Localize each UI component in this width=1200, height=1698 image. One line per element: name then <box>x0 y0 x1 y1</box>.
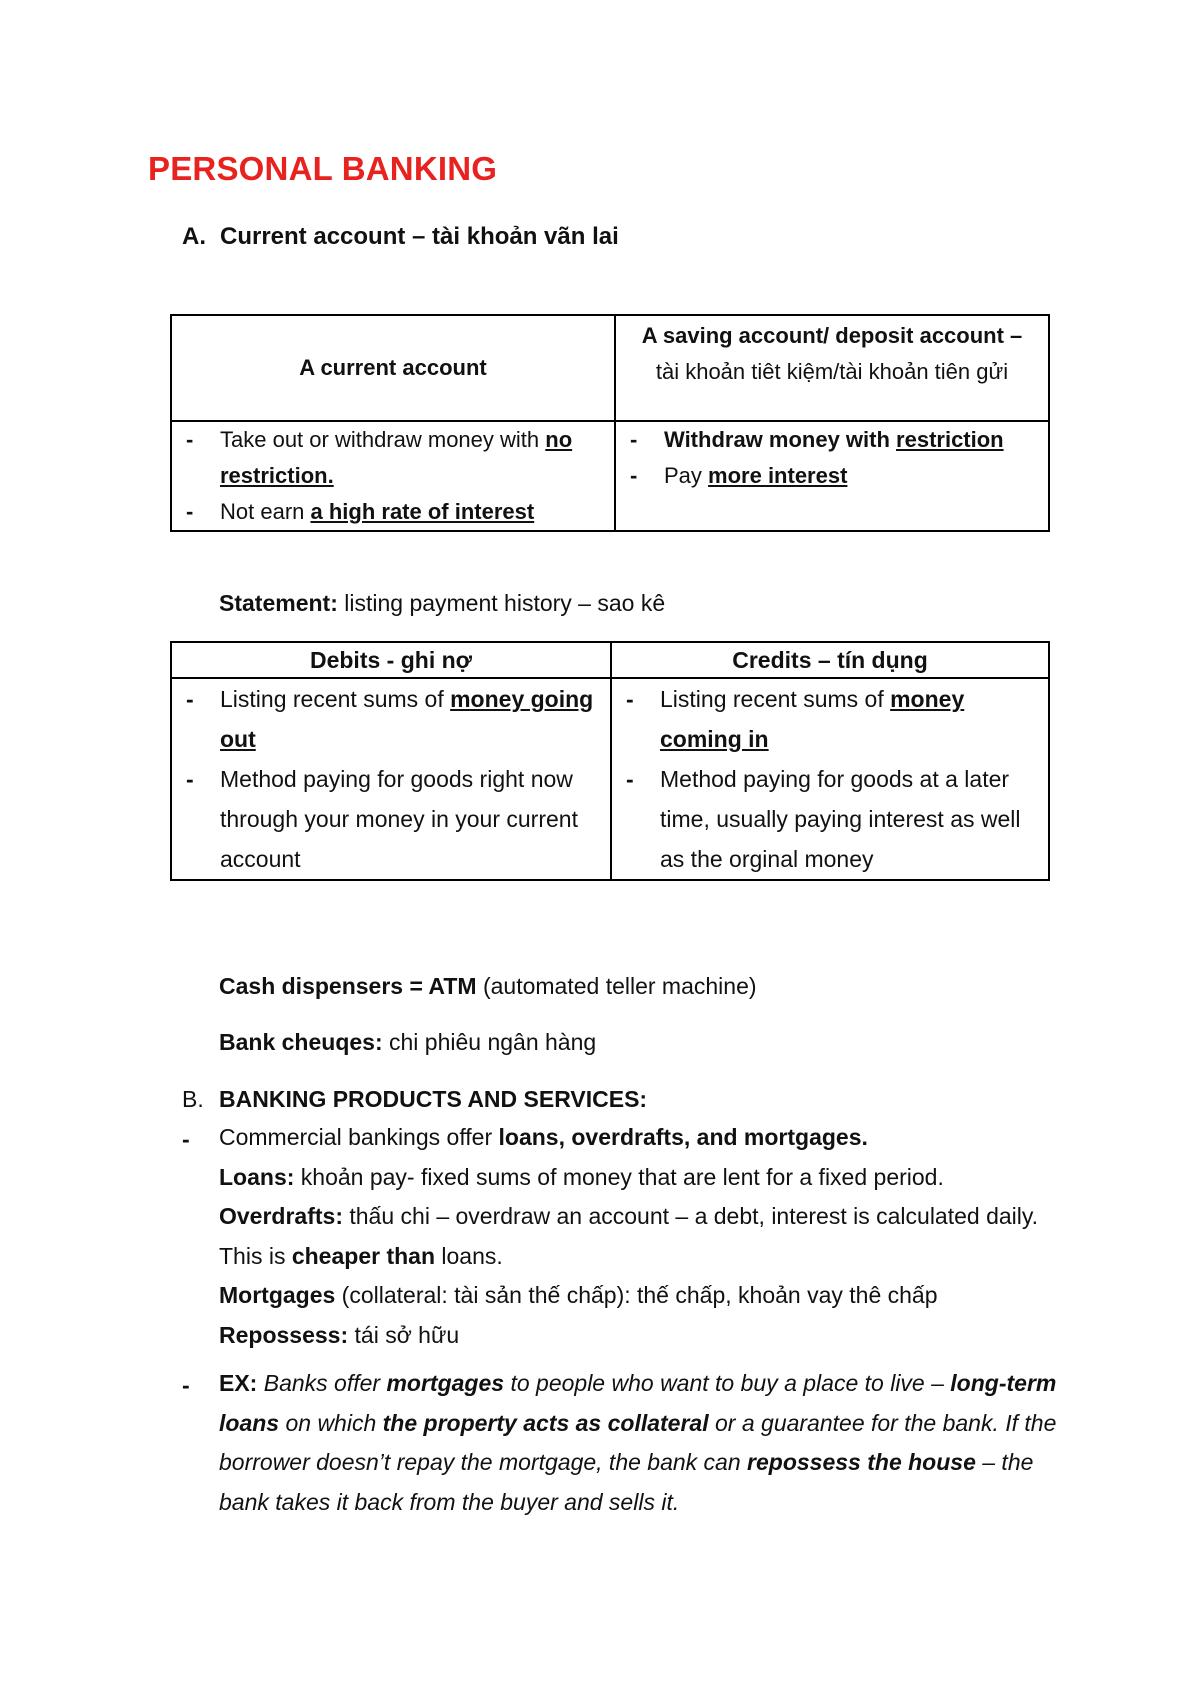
list-item: - Pay more interest <box>664 458 1036 494</box>
accounts-table-header-row <box>171 315 1049 421</box>
repossess-definition: Repossess: tái sở hữu <box>219 1321 460 1348</box>
statement-table <box>170 641 1050 881</box>
debits-header: Debits - ghi nợ <box>171 642 611 678</box>
list-item: - Take out or withdraw money with no restriction. <box>220 422 602 494</box>
loans-definition: Loans: khoản pay- fixed sums of money that are lent for a fixed period. <box>219 1163 944 1190</box>
credits-header: Credits – tín dụng <box>611 642 1049 678</box>
accounts-table-body-row <box>171 421 1049 531</box>
statement-line <box>219 590 665 617</box>
section-a-marker: A. <box>182 223 206 250</box>
dash-bullet: - <box>182 1372 190 1398</box>
cash-dispensers-label: Cash dispensers = ATM <box>219 973 477 999</box>
saving-account-header: A saving account/ deposit account – <box>641 323 1023 348</box>
credits-features <box>611 678 1049 880</box>
bank-cheques-line <box>219 1029 596 1056</box>
mortgages-definition: Mortgages (collateral: tài sản thế chấp): thế chấp, khoản vay thê chấp <box>219 1282 938 1308</box>
overdrafts-definition: Overdrafts: thấu chi – overdraw an account – a debt, interest is calculated daily. This is cheaper than loans. <box>219 1203 1039 1269</box>
section-a-title: Current account – tài khoản vãn lai <box>220 223 619 250</box>
example-paragraph: EX: Banks offer mortgages to people who want to buy a place to live – long-term loans on which the property acts as collateral or a guarantee for the bank. If the borrower doesn’t repay the mortgage, the bank can repossess the house – the bank takes it back from the buyer and sells it. <box>219 1370 1057 1515</box>
list-item: - Listing recent sums of money going out <box>220 679 598 759</box>
statement-label: Statement: <box>219 590 338 616</box>
saving-account-header-vi: tài khoản tiêt kiệm/tài khoản tiên gửi <box>655 359 1009 384</box>
debits-features <box>171 678 611 880</box>
accounts-table <box>170 314 1050 532</box>
section-b-heading: BANKING PRODUCTS AND SERVICES: <box>219 1086 648 1112</box>
page-title: PERSONAL BANKING <box>148 150 498 187</box>
products-intro: Commercial bankings offer loans, overdrafts, and mortgages. <box>219 1124 868 1150</box>
statement-text: listing payment history – sao kê <box>337 590 666 616</box>
statement-table-header-row <box>171 642 1049 678</box>
list-item: - Listing recent sums of money coming in <box>660 679 1036 759</box>
current-account-features <box>171 421 615 531</box>
dash-bullet: - <box>182 1126 190 1152</box>
current-account-header: A current account <box>299 355 487 380</box>
list-item: - Withdraw money with restriction <box>664 422 1036 458</box>
example-label: EX: <box>219 1370 258 1396</box>
list-item: - Method paying for goods right now through your money in your current account <box>220 759 598 879</box>
accounts-table-header-current <box>171 315 615 421</box>
bank-cheques-label: Bank cheuqes: <box>219 1029 383 1055</box>
section-b-marker: B. <box>182 1086 204 1112</box>
saving-account-features <box>615 421 1049 531</box>
products-paragraph <box>219 1118 1079 1355</box>
list-item: - Not earn a high rate of interest <box>220 494 602 530</box>
statement-table-body-row <box>171 678 1049 880</box>
cash-dispensers-text: (automated teller machine) <box>476 973 757 999</box>
list-item: - Method paying for goods at a later time, usually paying interest as well as the orginal money <box>660 759 1036 879</box>
cash-dispensers-line <box>219 973 757 1000</box>
accounts-table-header-saving <box>615 315 1049 421</box>
bank-cheques-text: chi phiêu ngân hàng <box>382 1029 597 1055</box>
